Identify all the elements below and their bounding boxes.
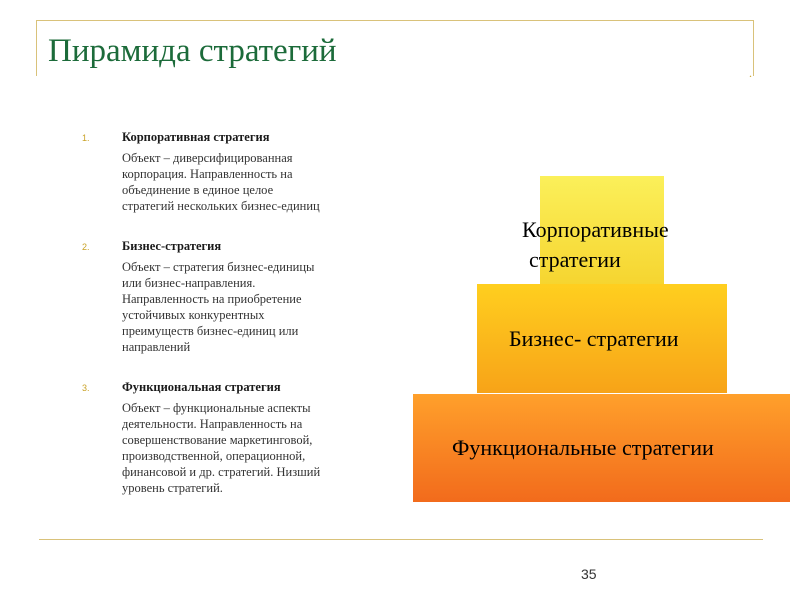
corporate-strategy-heading: Корпоративная стратегия <box>122 130 270 144</box>
number-marker: 1. <box>82 133 90 143</box>
bullet-icon <box>82 154 90 164</box>
corporate-desc-line: объединение в единое целое <box>122 183 274 197</box>
corporate-strategies-label-line1: Корпоративные <box>522 217 669 242</box>
title-dot: . <box>749 66 752 80</box>
business-desc-line: преимуществ бизнес-единиц или <box>122 324 299 338</box>
functional-desc-line: деятельности. Направленность на <box>122 417 303 431</box>
business-strategy-heading: Бизнес-стратегия <box>122 239 222 253</box>
corporate-desc-line: Объект – диверсифицированная <box>122 151 293 165</box>
top-vertical-rule-right <box>753 20 754 76</box>
bottom-horizontal-rule <box>39 539 763 540</box>
business-desc-line: Направленность на приобретение <box>122 292 302 306</box>
top-horizontal-rule <box>36 20 754 21</box>
functional-strategies-label: Функциональные стратегии <box>452 435 714 460</box>
business-strategies-label: Бизнес- стратегии <box>509 326 679 351</box>
list-item-functional <box>76 379 376 395</box>
functional-desc-line: финансовой и др. стратегий. Низший <box>122 465 321 479</box>
functional-description <box>76 400 376 496</box>
business-desc-line: устойчивых конкурентных <box>122 308 265 322</box>
functional-strategy-heading: Функциональная стратегия <box>122 380 281 394</box>
number-marker: 2. <box>82 242 90 252</box>
business-desc-line: Объект – стратегия бизнес-единицы <box>122 260 315 274</box>
corporate-desc-line: стратегий нескольких бизнес-единиц <box>122 199 320 213</box>
page-number: 35 <box>581 566 597 582</box>
number-marker: 3. <box>82 383 90 393</box>
business-description <box>76 259 376 355</box>
corporate-strategies-label-line2: стратегии <box>529 247 621 272</box>
business-desc-line: или бизнес-направления. <box>122 276 256 290</box>
slide-title: Пирамида стратегий <box>48 33 337 69</box>
corporate-description <box>76 150 376 214</box>
list-item-business <box>76 238 376 254</box>
bullet-icon <box>82 263 90 273</box>
functional-desc-line: уровень стратегий. <box>122 481 223 495</box>
functional-desc-line: производственной, операционной, <box>122 449 306 463</box>
top-vertical-rule-left <box>36 20 37 76</box>
functional-desc-line: совершенствование маркетинговой, <box>122 433 313 447</box>
business-desc-line: направлений <box>122 340 191 354</box>
bullet-icon <box>82 404 90 414</box>
functional-desc-line: Объект – функциональные аспекты <box>122 401 311 415</box>
strategy-list <box>76 129 376 496</box>
corporate-desc-line: корпорация. Направленность на <box>122 167 293 181</box>
list-item-corporate <box>76 129 376 145</box>
